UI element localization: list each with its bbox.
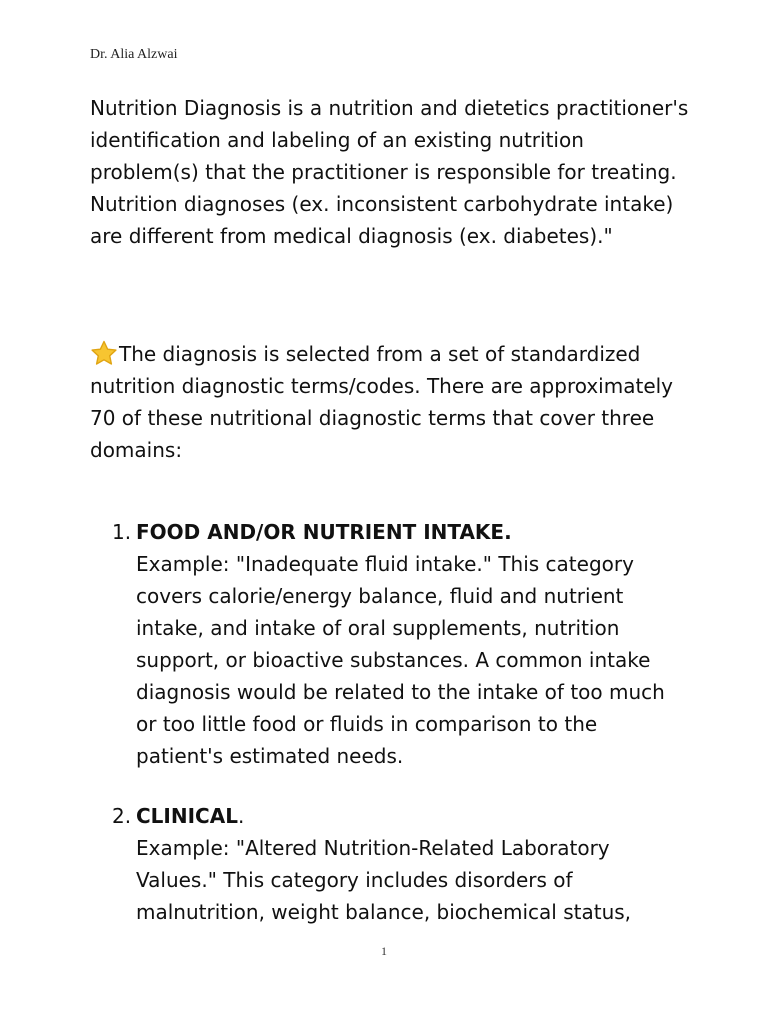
domain-list-2 bbox=[90, 800, 690, 928]
highlight-text: The diagnosis is selected from a set of standardized nutrition diagnostic terms/codes. There are approximately 70 of these nutritional diagnostic terms that cover three domains: bbox=[90, 342, 674, 462]
domain-list-1 bbox=[90, 516, 690, 772]
domain-item-clinical bbox=[90, 800, 690, 928]
intro-paragraph: Nutrition Diagnosis is a nutrition and dietetics practitioner's identification and labeling of an existing nutrition problem(s) that the practitioner is responsible for treating. Nutrition diagnoses (ex. inconsistent carbohydrate intake) are different from medical diagnosis (ex. diabetes)." bbox=[90, 96, 689, 248]
document-author: Dr. Alia Alzwai bbox=[90, 47, 178, 62]
highlight-paragraph bbox=[90, 338, 690, 466]
domain-description: Example: "Inadequate fluid intake." This category covers calorie/energy balance, fluid and nutrient intake, and intake of oral supplements, nutrition support, or bioactive substances. A common intake diagnosis would be related to the intake of too much or too little food or fluids in comparison to the patient's estimated needs. bbox=[136, 552, 665, 768]
domain-heading-suffix: . bbox=[237, 804, 245, 828]
domain-heading: FOOD AND/OR NUTRIENT INTAKE. bbox=[136, 520, 512, 544]
domain-heading: CLINICAL bbox=[136, 804, 238, 828]
domain-item-food-intake bbox=[90, 516, 690, 772]
domain-description: Example: "Altered Nutrition-Related Laboratory Values." This category includes disorders of malnutrition, weight balance, biochemical status, bbox=[136, 836, 632, 924]
list-number: 1. bbox=[112, 520, 132, 544]
list-number: 2. bbox=[112, 804, 132, 828]
star-icon bbox=[90, 340, 118, 366]
page-number: 1 bbox=[381, 944, 387, 958]
